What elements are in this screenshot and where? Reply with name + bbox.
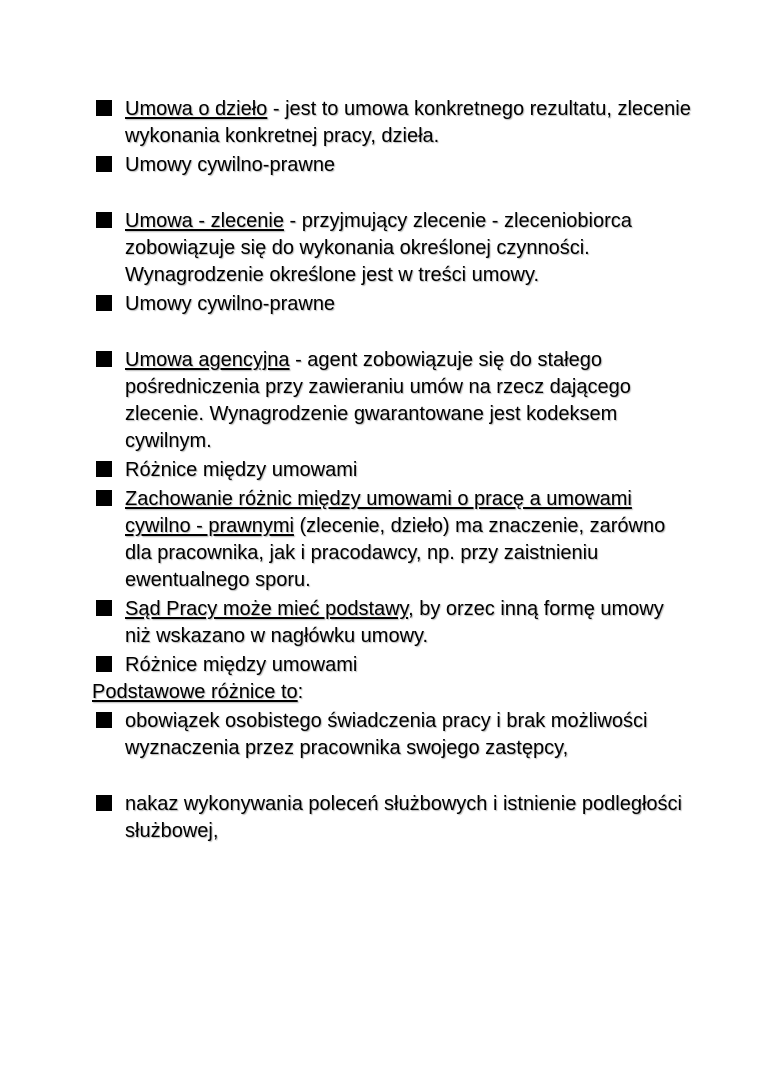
subheading-colon: : [297,681,304,703]
definition-umowa-zlecenie: - przyjmujący zlecenie - zleceniobiorca zobowiązuje się do wykonania określonej czynności. Wynagrodzenie określone jest w treści umowy. [125,210,632,286]
item-text: Umowy cywilno-prawne [125,154,336,176]
bullet-item-umowa-zlecenie [92,208,692,289]
item-text: obowiązek osobistego świadczenia pracy i brak możliwości wyznaczenia przez pracownika swojego zastępcy, [125,710,648,759]
item-text: Różnice między umowami [125,654,358,676]
bullet-item-umowa-agencyjna [92,347,692,455]
bullet-item-roznice-2 [92,652,692,679]
square-bullet-icon [96,600,112,616]
square-bullet-icon [96,795,112,811]
square-bullet-icon [96,712,112,728]
square-bullet-icon [96,656,112,672]
term-umowa-zlecenie: Umowa - zlecenie [125,210,284,232]
square-bullet-icon [96,212,112,228]
description-zachowanie-roznic: (zlecenie, dzieło) ma znaczenie, zarówno dla pracownika, jak i pracodawcy, np. przy zaistnieniu ewentualnego sporu. [125,515,666,591]
square-bullet-icon [96,490,112,506]
term-umowa-agencyjna: Umowa agencyjna [125,349,290,371]
description-sad-pracy: , by orzec inną formę umowy niż wskazano w nagłówku umowy. [125,598,664,647]
subheading-podstawowe-roznice [92,679,692,706]
bullet-item-cywilno-prawne-2 [92,291,692,318]
term-zachowanie-roznic: Zachowanie różnic między umowami o pracę a umowami cywilno - prawnymi [125,488,632,537]
item-text: nakaz wykonywania poleceń służbowych i istnienie podległości służbowej, [125,793,682,842]
bullet-item-zachowanie-roznic [92,486,692,594]
square-bullet-icon [96,461,112,477]
definition-umowa-o-dzielo: - jest to umowa konkretnego rezultatu, zlecenie wykonania konkretnej pracy, dzieła. [125,98,691,147]
square-bullet-icon [96,351,112,367]
bullet-item-umowa-o-dzielo [92,96,692,150]
bullet-item-sad-pracy [92,596,692,650]
square-bullet-icon [96,295,112,311]
term-umowa-o-dzielo: Umowa o dzieło [125,98,268,120]
list-item-nakaz [92,791,692,845]
item-text: Różnice między umowami [125,459,358,481]
square-bullet-icon [96,156,112,172]
term-sad-pracy: Sąd Pracy może mieć podstawy [125,598,409,620]
list-item-obowiazek [92,708,692,762]
subheading-underlined: Podstawowe różnice to [92,681,298,703]
bullet-item-roznice-1 [92,457,692,484]
document-content [92,96,692,845]
definition-umowa-agencyjna: - agent zobowiązuje się do stałego pośredniczenia przy zawieraniu umów na rzecz dającego zlecenie. Wynagrodzenie gwarantowane jest kodeksem cywilnym. [125,349,631,452]
bullet-item-cywilno-prawne-1 [92,152,692,179]
square-bullet-icon [96,100,112,116]
item-text: Umowy cywilno-prawne [125,293,336,315]
